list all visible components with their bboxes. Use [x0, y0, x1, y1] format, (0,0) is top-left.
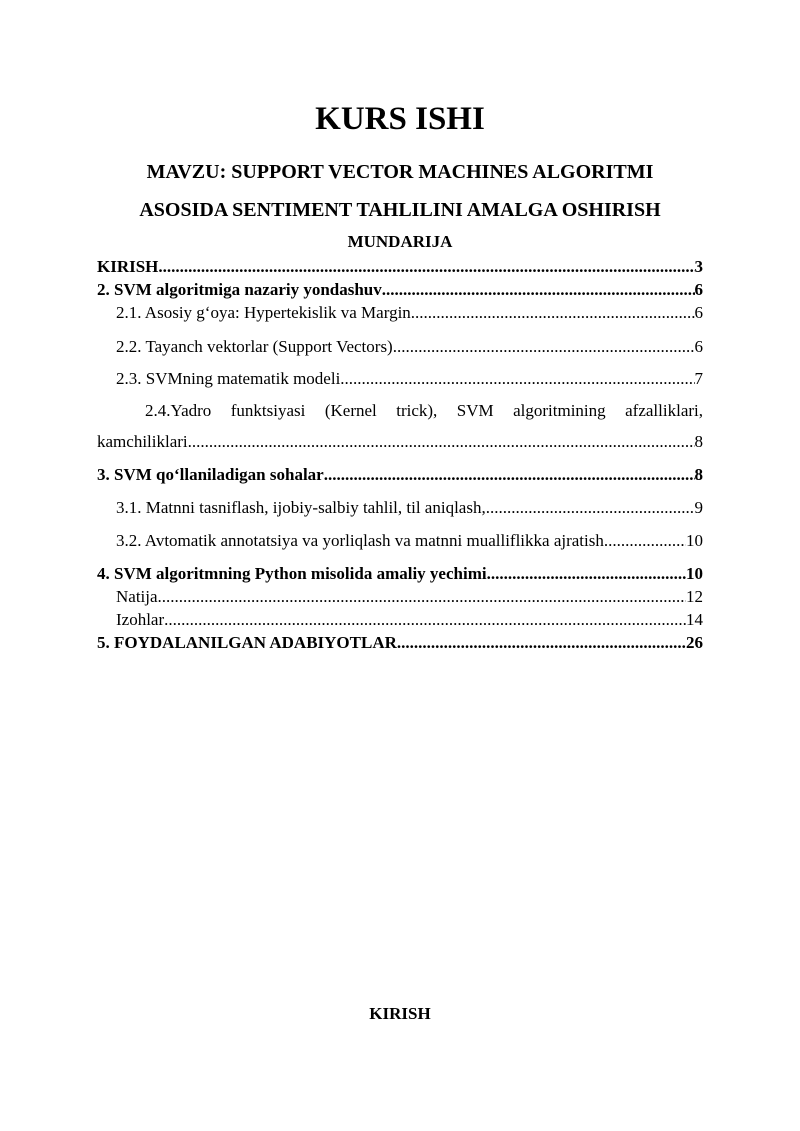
toc-entry-section-3[interactable] [97, 464, 703, 486]
page-title: KURS ISHI [315, 101, 485, 137]
toc-entry-label: 2.3. SVMning matematik modeli [116, 369, 341, 388]
toc-entry-label: Izohlar [116, 610, 165, 629]
toc-word: afzalliklari, [625, 401, 703, 420]
toc-page-number: 10 [686, 564, 703, 583]
leader-dots [382, 279, 695, 301]
toc-word: 2.4.Yadro [145, 401, 212, 420]
toc-page-number: 6 [694, 280, 703, 299]
leader-dots [164, 609, 686, 631]
toc-entry-label: 2. SVM algoritmiga nazariy yondashuv [97, 280, 382, 299]
subtitle-line-2: ASOSIDA SENTIMENT TAHLILINI AMALGA OSHIRISH [139, 199, 661, 221]
toc-word: trick), [396, 401, 438, 420]
leader-dots [393, 336, 695, 358]
toc-entry-label: 5. FOYDALANILGAN ADABIYOTLAR [97, 633, 397, 652]
toc-entry-section-3-1[interactable] [116, 497, 703, 519]
toc-entry-label: 2.2. Tayanch vektorlar (Support Vectors) [116, 337, 393, 356]
toc-word: SVM [456, 401, 494, 420]
toc-page-number: 7 [694, 369, 703, 388]
toc-page-number: 9 [694, 498, 703, 517]
leader-dots [486, 497, 695, 519]
leader-dots [158, 586, 686, 608]
leader-dots [340, 368, 694, 390]
next-section-heading: KIRISH [369, 1004, 431, 1023]
toc-entry-label: 2.1. Asosiy g‘oya: Hypertekislik va Margin [116, 303, 411, 322]
toc-entry-section-2-1[interactable] [116, 302, 703, 324]
leader-dots [397, 632, 686, 654]
leader-dots [411, 302, 695, 324]
leader-dots [158, 256, 694, 278]
toc-entry-label: KIRISH [97, 257, 159, 276]
toc-entry-label: 3.2. Avtomatik annotatsiya va yorliqlash va matnni mualliflikka ajratish [116, 531, 604, 550]
toc-entry-label: kamchiliklari [97, 432, 188, 451]
toc-page-number: 10 [686, 531, 703, 550]
toc-entry-section-2-3[interactable] [116, 368, 703, 390]
toc-word: (Kernel [324, 401, 377, 420]
toc-page-number: 8 [694, 465, 703, 484]
subtitle-line-1: MAVZU: SUPPORT VECTOR MACHINES ALGORITMI [146, 161, 654, 183]
toc-entry-kirish[interactable] [97, 256, 703, 278]
toc-page-number: 12 [686, 587, 703, 606]
toc-entry-label: Natija [116, 587, 158, 606]
toc-entry-section-3-2[interactable] [116, 530, 703, 552]
toc-entry-label: 3.1. Matnni tasniflash, ijobiy-salbiy tahlil, til aniqlash, [116, 498, 486, 517]
toc-entry-section-4[interactable] [97, 563, 703, 585]
toc-heading: MUNDARIJA [347, 232, 453, 251]
toc-entry-section-2-4-line2[interactable] [97, 431, 703, 453]
toc-entry-izohlar[interactable] [116, 609, 703, 631]
toc-page-number: 8 [694, 432, 703, 451]
toc-word: algoritmining [513, 401, 606, 420]
leader-dots [188, 431, 695, 453]
leader-dots [604, 530, 686, 552]
leader-dots [324, 464, 695, 486]
toc-page-number: 3 [694, 257, 703, 276]
toc-entry-natija[interactable] [116, 586, 703, 608]
leader-dots [487, 563, 686, 585]
toc-entry-label: 4. SVM algoritmning Python misolida amaliy yechimi [97, 564, 487, 583]
toc-word: funktsiyasi [230, 401, 306, 420]
toc-page-number: 6 [694, 337, 703, 356]
toc-page-number: 26 [686, 633, 703, 652]
toc-page-number: 14 [686, 610, 703, 629]
toc-entry-label: 3. SVM qo‘llaniladigan sohalar [97, 465, 324, 484]
toc-page-number: 6 [694, 303, 703, 322]
toc-entry-section-2-2[interactable] [116, 336, 703, 358]
toc-entry-section-5[interactable] [97, 632, 703, 654]
toc-entry-section-2-4-line1[interactable] [97, 400, 703, 422]
toc-entry-section-2[interactable] [97, 279, 703, 301]
